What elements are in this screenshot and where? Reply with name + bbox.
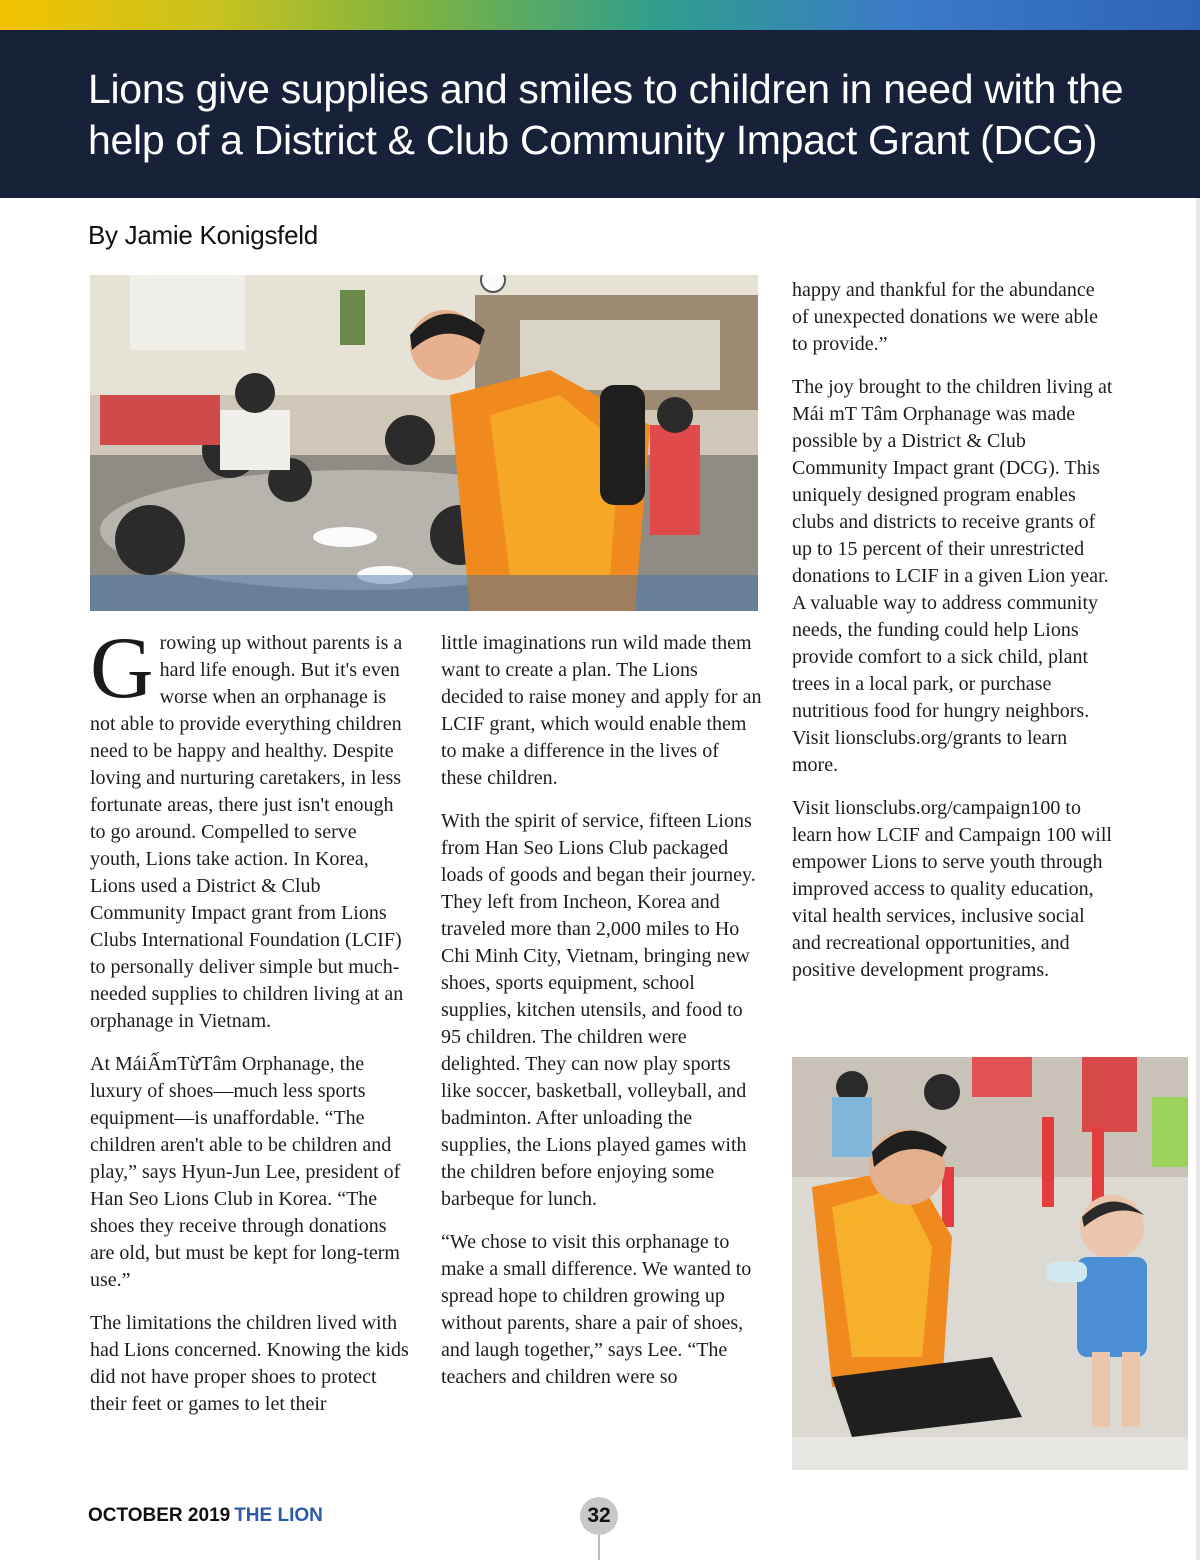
paragraph: The limitations the children lived with had Lions concerned. Knowing the kids did not have proper shoes to protect their feet or games to let their: [90, 1312, 409, 1415]
paragraph: “We chose to visit this orphanage to make a small difference. We wanted to spread hope to children growing up without parents, share a pair of shoes, and laugh together,” says Lee. “The teachers and children were so: [441, 1231, 752, 1388]
paragraph: little imaginations run wild made them want to create a plan. The Lions decided to raise money and apply for an LCIF grant, which would enable them to make a difference in the lives of these children.: [441, 632, 762, 789]
paragraph: [90, 620, 410, 1035]
page-number: 32: [580, 1497, 618, 1535]
article-column-2: [441, 630, 763, 1407]
article-title: Lions give supplies and smiles to children in need with the help of a District & Club Community Impact Grant (DCG): [88, 66, 1124, 163]
footer-issue-line: [88, 1505, 323, 1527]
paragraph: With the spirit of service, fifteen Lions from Han Seo Lions Club packaged loads of goods and began their journey. They left from Incheon, Korea and traveled more than 2,000 miles to Ho Chi Minh City, Vietnam, bringing new shoes, sports equipment, school supplies, kitchen utensils, and food to 95 children. The children were delighted. They can now play sports like soccer, basketball, volleyball, and badminton. After unloading the supplies, the Lions played games with the children before enjoying some barbeque for lunch.: [441, 810, 756, 1210]
lion-giving-water-to-toddler-photo: [792, 1057, 1188, 1470]
page-number-divider: [598, 1535, 600, 1560]
paragraph-text: rowing up without parents is a hard life enough. But it's even worse when an orphanage is not able to provide everything children need to be happy and healthy. Despite loving and nurturing caretakers, in less fortunate areas, there just isn't enough to go around. Compelled to serve youth, Lions take action. In Korea, Lions used a District & Club Community Impact grant from Lions Clubs International Foundation (LCIF) to personally deliver simple but much-needed supplies to children living at an orphanage in Vietnam.: [90, 632, 404, 1032]
paragraph: happy and thankful for the abundance of unexpected donations we were able to provide.”: [792, 279, 1098, 355]
paragraph: Visit lionsclubs.org/campaign100 to learn how LCIF and Campaign 100 will empower Lions to serve youth through improved access to quality education, vital health services, inclusive social and recreational opportunities, and positive development programs.: [792, 797, 1112, 981]
page-edge-shadow: [1196, 198, 1200, 1560]
paragraph: The joy brought to the children living at Mái mT Tâm Orphanage was made possible by a District & Club Community Impact grant (DCG). This uniquely designed program enables clubs and districts to receive grants of up to 15 percent of their unrestricted donations to LCIF in a given Lion year. A valuable way to address community needs, the funding could help Lions provide comfort to a sick child, plant trees in a local park, or purchase nutritious food for hungry neighbors. Visit lionsclubs.org/grants to learn more.: [792, 376, 1113, 776]
issue-date: OCTOBER 2019: [88, 1505, 231, 1526]
title-banner: [0, 30, 1200, 198]
article-column-3: [792, 277, 1114, 1000]
paragraph: At MáiẤmTừTâm Orphanage, the luxury of shoes—much less sports equipment—is unaffordable. “The children aren't able to be children and play,” says Hyun-Jun Lee, president of Han Seo Lions Club in Korea. “The shoes they receive through donations are old, but must be kept for long-term use.”: [90, 1053, 401, 1291]
magazine-name: THE LION: [234, 1505, 323, 1526]
drop-cap: G: [90, 620, 154, 717]
children-at-table-with-lion-photo: [90, 275, 758, 611]
article-column-1: [90, 620, 410, 1434]
gradient-top-bar: [0, 0, 1200, 30]
byline: By Jamie Konigsfeld: [88, 220, 318, 250]
